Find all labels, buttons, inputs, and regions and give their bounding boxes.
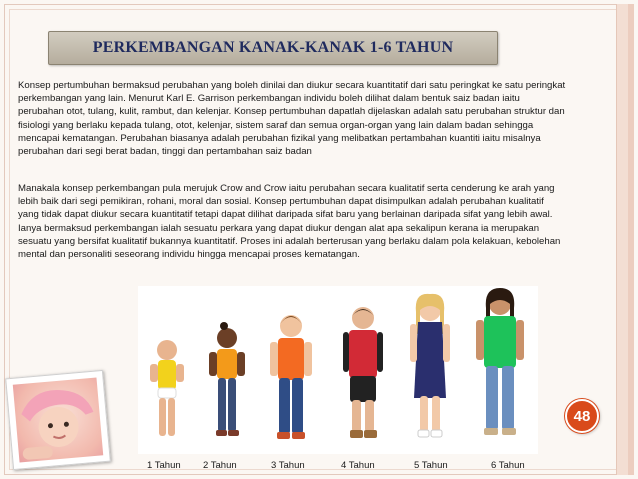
age-label-5: 5 Tahun [414, 460, 448, 471]
children-photo [138, 286, 538, 454]
page-number-badge [565, 399, 599, 433]
child-figure-5 [400, 288, 460, 444]
child-figure-3 [264, 304, 318, 444]
slide-side-band [616, 4, 634, 475]
age-label-1: 1 Tahun [147, 460, 181, 471]
child-figure-1 [142, 324, 192, 444]
paragraph-development: Manakala konsep perkembangan pula merujuk Crow and Crow iaitu perubahan secara kualitatif serta cenderung ke arah yang lebih baik dari segi pemikiran, rohani, moral dan sosial. Konsep pertumbuhan dapat disimpulkan adalah perubahan kualitatif yang tidak dapat diukur secara kuantitatif tetapi dapat dilihat daripada sifat baru yang berlainan daripada sifat yang lebih awal. Ianya bermaksud perkembangan ialah sesuatu perkara yang dapat diukur dengan alat apa sekalipun kerana ia merupakan sesuatu yang bersifat kualitatif bukannya kuantitatif. Proses ini adalah berterusan yang berlaku dalam pola kelakuan, kebolehan mental dan personaliti seseorang individu hingga mencapai proses kematangan. [18, 183, 561, 261]
title-banner [48, 31, 498, 65]
age-label-2: 2 Tahun [203, 460, 237, 471]
child-figure-2 [202, 316, 252, 444]
age-label-6: 6 Tahun [491, 460, 525, 471]
child-figure-6 [468, 282, 532, 444]
age-label-4: 4 Tahun [341, 460, 375, 471]
age-label-3: 3 Tahun [271, 460, 305, 471]
page-number: 48 [573, 407, 591, 425]
baby-photo [5, 370, 111, 470]
baby-photo-image [13, 377, 103, 462]
paragraph-growth: Konsep pertumbuhan bermaksud perubahan yang boleh dinilai dan diukur secara kuantitatif dari satu peringkat ke satu peringkat perkembangan yang lain. Menurut Karl E. Garrison perkembangan individu boleh dilihat dalam bentuk saiz badan iaitu perubahan otot, tulang, kulit, rambut, dan kelenjar. Konsep pertumbuhan dapatlah dijelaskan adalah satu perubahan struktur dan fisiologi yang berlaku kepada tulang, otot, kelenjar, sistem saraf dan semua organ-organ yang lain dalam badan sehingga mencapai kematangan. Perubahan biasanya adalah perubahan fizikal yang melibatkan pertambahan kuantiti iaitu misalnya perubahan dari segi berat badan, tinggi dan pertambahan saiz badan [18, 80, 566, 158]
child-figure-4 [334, 298, 392, 444]
slide-title: PERKEMBANGAN KANAK-KANAK 1-6 TAHUN [92, 39, 454, 56]
slide-side-band-stripe [628, 4, 634, 475]
